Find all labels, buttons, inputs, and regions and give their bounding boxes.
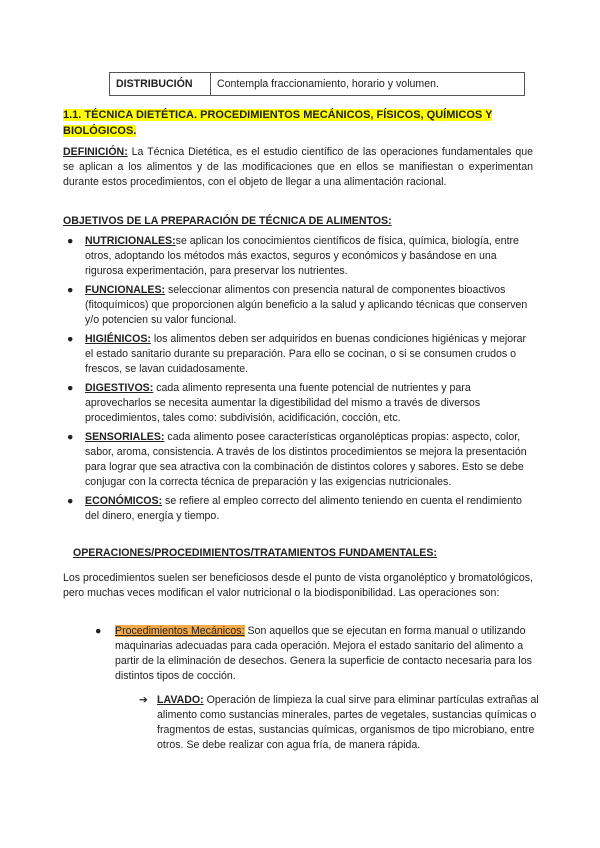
objective-text: cada alimento posee características organolépticas propias: aspecto, color, sabor, aroma, consistencia. A través de los distintos procedimientos se mejora la presentación para lograr que sea atractiva con la combinación de distintos colores y sabores. Esto se debe conjugar con la correcta técnica de preparación y las exigencias nutricionales.	[85, 431, 527, 488]
objectives-heading: OBJETIVOS DE LA PREPARACIÓN DE TÉCNICA DE ALIMENTOS:	[63, 215, 392, 227]
list-item	[63, 283, 537, 328]
objective-label: DIGESTIVOS:	[85, 382, 154, 394]
definition-text: La Técnica Dietética, es el estudio científico de las operaciones fundamentales que se aplican a los alimentos y de las modificaciones que en ellos se manifiestan o experimentan durante estos procedimientos, con el objeto de llegar a una alimentación racional.	[63, 146, 533, 188]
lavado-item	[139, 693, 539, 753]
bullet-icon: ●	[95, 625, 102, 637]
bullet-icon: ●	[67, 333, 74, 345]
bullet-icon: ●	[67, 431, 74, 443]
objective-label: ECONÓMICOS:	[85, 495, 163, 507]
bullet-icon: ●	[67, 382, 74, 394]
table-value: Contempla fraccionamiento, horario y volumen.	[217, 78, 439, 90]
section-title	[63, 107, 513, 139]
list-item	[63, 430, 537, 490]
mechanical-procedures-item	[95, 624, 535, 684]
mechanical-text: Son aquellos que se ejecutan en forma manual o utilizando maquinarias adecuadas para cada operación. Mejora el estado sanitario del alimento a partir de la eliminación de desechos. Genera la superficie de contacto necesaria para los distintos tipos de cocción.	[115, 625, 532, 682]
table-label: DISTRIBUCIÓN	[110, 73, 211, 95]
bullet-icon: ●	[67, 235, 74, 247]
bullet-icon: ●	[67, 284, 74, 296]
lavado-label: LAVADO:	[157, 694, 204, 706]
objective-text: seleccionar alimentos con presencia natural de componentes bioactivos (fitoquímicos) que proporcionen algún beneficio a la salud y aplicando técnicas que conserven y/o potencien su valor funcional.	[85, 284, 528, 326]
objective-label: HIGIÉNICOS:	[85, 333, 151, 345]
list-item	[63, 332, 537, 377]
objectives-list	[63, 234, 537, 528]
bullet-icon: ●	[67, 495, 74, 507]
arrow-icon: ➔	[139, 694, 148, 706]
definition-label: DEFINICIÓN:	[63, 146, 128, 158]
objective-text: se refiere al empleo correcto del alimento teniendo en cuenta el rendimiento del dinero, energía y tiempo.	[85, 495, 522, 522]
lavado-text: Operación de limpieza la cual sirve para eliminar partículas extrañas al alimento como sustancias minerales, partes de vegetales, sustancias químicas o fragmentos de estas, sustancias químicas, organismos de tipo microbiano, entre otros. Se debe realizar con agua fría, de manera rápida.	[157, 694, 539, 751]
definition-paragraph	[63, 145, 533, 190]
objective-text: cada alimento representa una fuente potencial de nutrientes y para aprovecharlos se necesita aumentar la digestibilidad del mismo a través de diversos procedimientos, tales como: subdivisión, acidificación, cocción, etc.	[85, 382, 481, 424]
objective-label: NUTRICIONALES:	[85, 235, 176, 247]
objective-text: se aplican los conocimientos científicos de física, química, biología, entre otros, adoptando los métodos más exactos, seguros y económicos y basándose en una rigurosa experimentación, para preservar los nutrientes.	[85, 235, 519, 277]
distribution-table-row	[109, 72, 525, 96]
objective-label: FUNCIONALES:	[85, 284, 166, 296]
list-item	[63, 494, 537, 524]
list-item	[63, 381, 537, 426]
objective-label: SENSORIALES:	[85, 431, 165, 443]
operations-intro: Los procedimientos suelen ser beneficiosos desde el punto de vista organoléptico y bromatológicos, pero muchas veces modifican el valor nutricional o la biodisponibilidad. Las operaciones son:	[63, 572, 533, 599]
list-item	[63, 234, 537, 279]
section-title-text: 1.1. TÉCNICA DIETÉTICA. PROCEDIMIENTOS MECÁNICOS, FÍSICOS, QUÍMICOS Y BIOLÓGICOS.	[63, 109, 493, 137]
operations-heading: OPERACIONES/PROCEDIMIENTOS/TRATAMIENTOS FUNDAMENTALES:	[73, 547, 437, 559]
mechanical-label: Procedimientos Mecánicos:	[115, 625, 245, 637]
objective-text: los alimentos deben ser adquiridos en buenas condiciones higiénicas y mejorar el estado sanitario durante su preparación. Para ello se cocinan, o si se consumen crudos o frescos, se lavan cuidadosamente.	[85, 333, 527, 375]
